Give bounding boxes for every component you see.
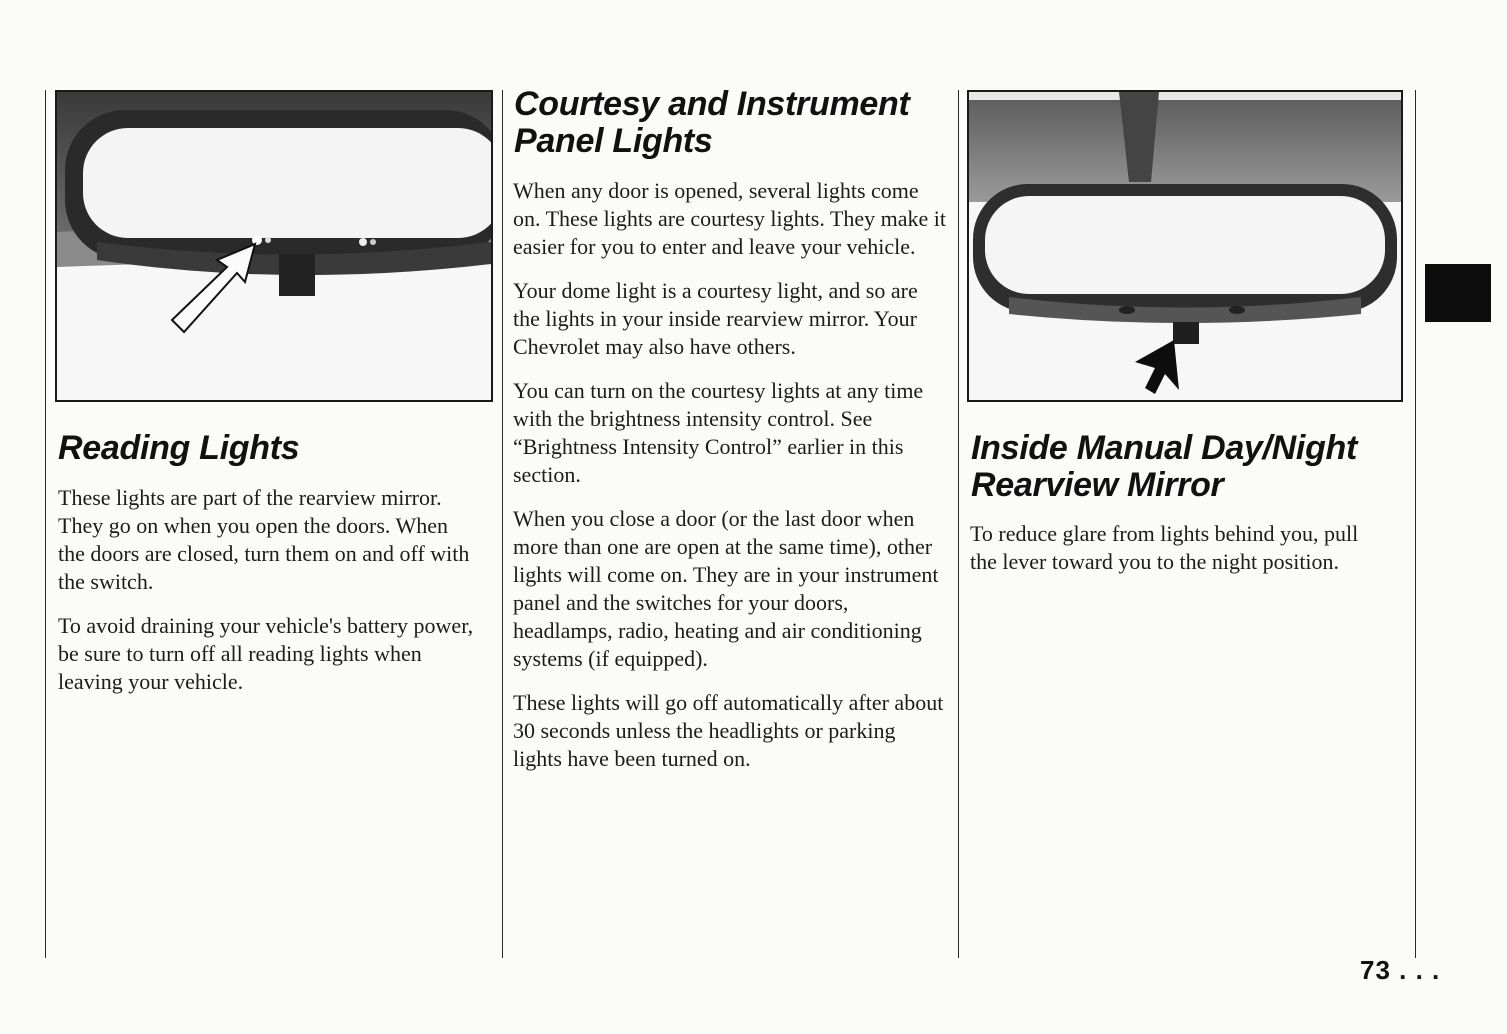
- paragraph: These lights will go off automatically after about 30 seconds unless the headlights or parking lights have been turned on.: [513, 690, 944, 771]
- paragraph: To avoid draining your vehicle's battery power, be sure to turn off all reading lights when leaving your vehicle.: [58, 613, 474, 694]
- paragraph: You can turn on the courtesy lights at any time with the brightness intensity control. See “Brightness Intensity Control” earlier in this section.: [513, 378, 924, 487]
- day-night-mirror-text: [970, 520, 1390, 592]
- reading-lights-text: [58, 484, 478, 712]
- day-night-mirror-lever-image: [969, 92, 1401, 400]
- paragraph: To reduce glare from lights behind you, pull the lever toward you to the night position.: [970, 521, 1359, 574]
- column-rule-edge: [1415, 90, 1416, 958]
- column-rule-left: [45, 90, 46, 958]
- column-rule-middle: [502, 90, 503, 958]
- page-number: 73 . . .: [1360, 955, 1441, 985]
- column-rule-right: [958, 90, 959, 958]
- heading-line: Inside Manual Day/Night: [971, 429, 1358, 467]
- paragraph: Your dome light is a courtesy light, and so are the lights in your inside rearview mirror. Your Chevrolet may also have others.: [513, 278, 918, 359]
- day-night-mirror-heading: [971, 430, 1401, 504]
- heading-line: Courtesy and Instrument: [514, 85, 910, 123]
- reading-lights-figure: [55, 90, 493, 402]
- reading-lights-heading: Reading Lights: [58, 429, 300, 467]
- paragraph: These lights are part of the rearview mirror. They go on when you open the doors. When the doors are closed, turn them on and off with the switch.: [58, 485, 470, 594]
- paragraph: When any door is opened, several lights come on. These lights are courtesy lights. They make it easier for you to enter and leave your vehicle.: [513, 178, 946, 259]
- rearview-mirror-reading-lights-image: [57, 92, 491, 400]
- heading-line: Panel Lights: [514, 122, 713, 160]
- day-night-mirror-figure: [967, 90, 1403, 402]
- section-tab-marker: [1425, 264, 1491, 322]
- paragraph: When you close a door (or the last door when more than one are open at the same time), other lights will come on. They are in your instrument panel and the switches for your doors, headlamps, radio, heating and air conditioning systems (if equipped).: [513, 506, 939, 671]
- courtesy-lights-heading: [514, 86, 944, 160]
- courtesy-lights-text: [513, 177, 947, 789]
- heading-line: Rearview Mirror: [971, 466, 1224, 504]
